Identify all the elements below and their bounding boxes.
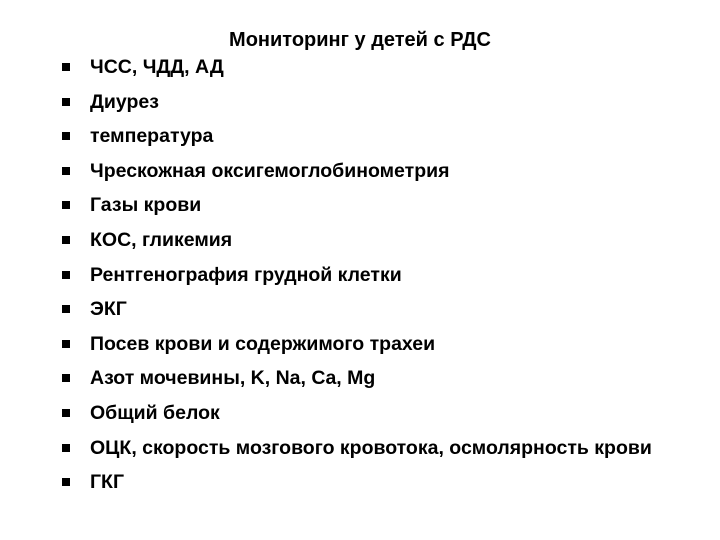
square-bullet-icon	[62, 478, 70, 486]
list-item-text: Азот мочевины, K, Na, Ca, Mg	[90, 367, 376, 390]
bullet-list	[62, 56, 682, 506]
list-item-text: ОЦК, скорость мозгового кровотока, осмолярность крови	[90, 436, 652, 459]
list-item-text: ГКГ	[90, 471, 125, 494]
list-item-text: ЧСС, ЧДД, АД	[90, 56, 224, 78]
list-item	[62, 367, 682, 390]
slide-title: Мониторинг у детей с РДС	[229, 29, 491, 51]
list-item-text: Газы крови	[90, 194, 202, 217]
list-item	[62, 125, 682, 148]
square-bullet-icon	[62, 98, 70, 106]
square-bullet-icon	[62, 305, 70, 313]
square-bullet-icon	[62, 444, 70, 452]
list-item-text: КОС, гликемия	[90, 228, 233, 251]
square-bullet-icon	[62, 340, 70, 348]
list-item-text: Посев крови и содержимого трахеи	[90, 332, 436, 355]
list-item-text: Общий белок	[90, 401, 220, 424]
list-item	[62, 56, 682, 79]
square-bullet-icon	[62, 132, 70, 140]
square-bullet-icon	[62, 201, 70, 209]
list-item-text: Рентгенография грудной клетки	[90, 263, 402, 286]
list-item-text: ЭКГ	[90, 298, 127, 321]
list-item	[62, 229, 682, 252]
list-item	[62, 402, 682, 425]
list-item	[62, 194, 682, 217]
list-item	[62, 264, 682, 287]
list-item	[62, 298, 682, 321]
list-item-text: Диурез	[90, 90, 159, 113]
list-item	[62, 160, 682, 183]
list-item-text: Чрескожная оксигемоглобинометрия	[90, 159, 450, 182]
square-bullet-icon	[62, 63, 70, 71]
square-bullet-icon	[62, 374, 70, 382]
list-item	[62, 471, 682, 494]
square-bullet-icon	[62, 271, 70, 279]
square-bullet-icon	[62, 236, 70, 244]
list-item	[62, 91, 682, 114]
list-item-text: температура	[90, 125, 214, 148]
square-bullet-icon	[62, 167, 70, 175]
square-bullet-icon	[62, 409, 70, 417]
list-item	[62, 333, 682, 356]
list-item	[62, 437, 682, 460]
